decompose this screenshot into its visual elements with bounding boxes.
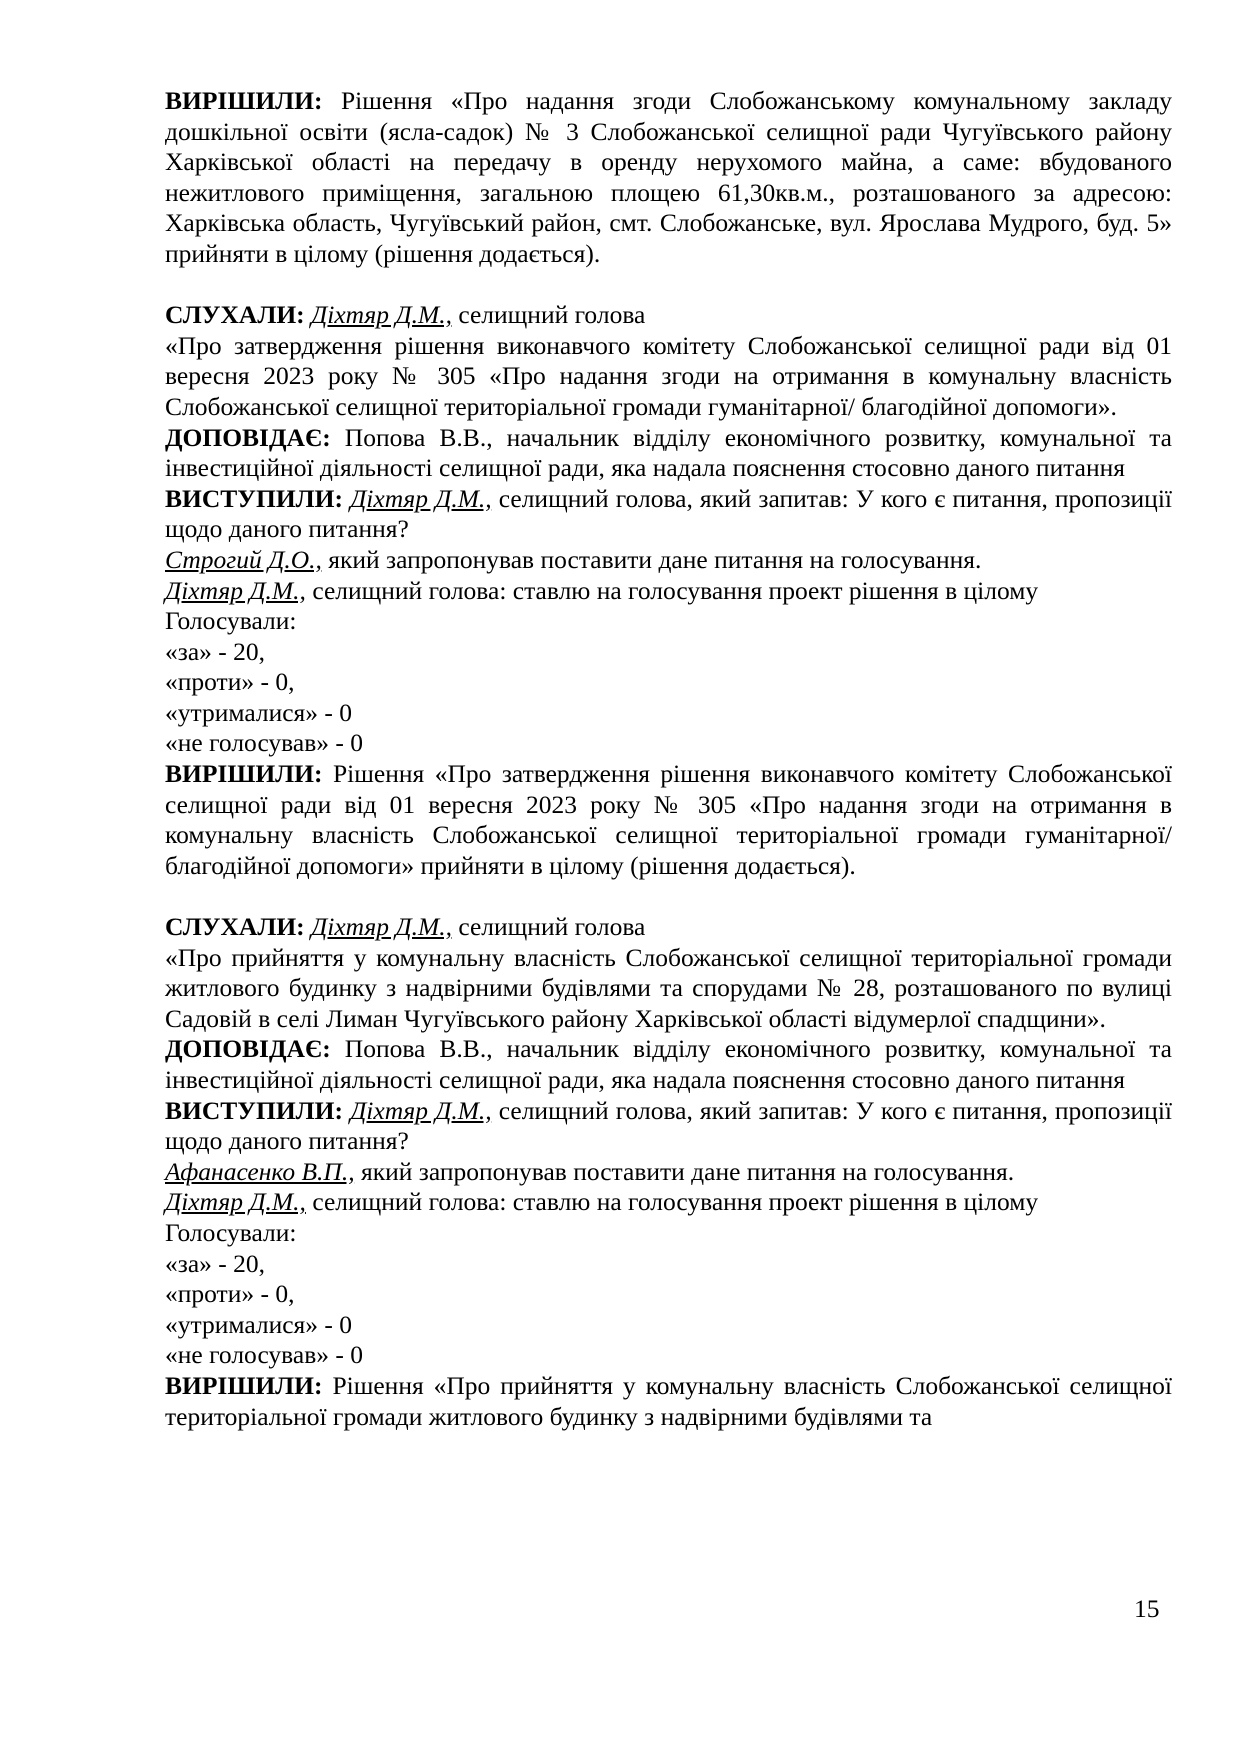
- heard-label: СЛУХАЛИ:: [165, 912, 305, 942]
- reports-label: ДОПОВІДАЄ:: [165, 422, 331, 452]
- heard-line-2: [165, 300, 1172, 331]
- decided-label: ВИРІШИЛИ:: [165, 1370, 323, 1400]
- voted-heading: Голосували:: [165, 1217, 297, 1247]
- chair-text: селищний голова: ставлю на голосування проект рішення в цілому: [305, 575, 1039, 605]
- heard-line-3: [165, 912, 1172, 943]
- spoke-paragraph-2: [165, 484, 1172, 545]
- chair-name: Діхтяр Д.М.,: [165, 1187, 306, 1217]
- spoke-text: селищний голова, який запитав: У кого є питання, пропозиції щодо даного питання?: [165, 1095, 1172, 1156]
- speaker-name: Діхтяр Д.М.,: [350, 1095, 492, 1125]
- vote-against: «проти» - 0,: [165, 667, 295, 697]
- spoke-label: ВИСТУПИЛИ:: [165, 1095, 343, 1125]
- blank-line: [165, 270, 1172, 301]
- vote-abstained: «утрималися» - 0: [165, 697, 353, 727]
- reporter-paragraph-2: [165, 423, 1172, 484]
- vote-abstained: «утрималися» - 0: [165, 1309, 353, 1339]
- vote-not-voted: «не голосував» - 0: [165, 1340, 363, 1370]
- page-number: 15: [1134, 1594, 1160, 1623]
- proposer-name: Строгий Д.О.,: [165, 544, 322, 574]
- decided-label: ВИРІШИЛИ:: [165, 86, 323, 115]
- speaker-name: Діхтяр Д.М.,: [311, 300, 452, 330]
- proposer-text: який запропонував поставити дане питання на голосування.: [321, 544, 982, 574]
- reporter-text: Попова В.В., начальник відділу економічного розвитку, комунальної та інвестиційної діяльності селищної ради, яка надала пояснення стосовно даного питання: [165, 1034, 1172, 1094]
- proposer-name: Афанасенко В.П.,: [165, 1156, 355, 1186]
- vote-for: «за» - 20,: [165, 1248, 266, 1278]
- spoke-paragraph-3: [165, 1096, 1172, 1157]
- topic-paragraph-3: «Про прийняття у комунальну власність Слобожанської селищної територіальної громади житлового будинку з надвірними будівлями та спорудами № 28, розташованого по вулиці Садовій в селі Лиман Чугуївського району Харківської області відумерлої спадщини».: [165, 942, 1172, 1033]
- document-body: [165, 86, 1172, 1432]
- chair-name: Діхтяр Д.М.,: [165, 575, 306, 605]
- speaker-name: Діхтяр Д.М.,: [350, 483, 492, 513]
- chair-text: селищний голова: ставлю на голосування проект рішення в цілому: [305, 1187, 1039, 1217]
- vote-against: «проти» - 0,: [165, 1279, 295, 1309]
- decision-paragraph-3: [165, 1371, 1172, 1432]
- decision-text: Рішення «Про надання згоди Слобожанському комунальному закладу дошкільної освіти (ясла-садок) № 3 Слобожанської селищної ради Чугуївського району Харківської області на передачу в оренду нерухомого майна, а саме: вбудованого нежитлового приміщення, загальною площею 61,30кв.м., розташованого за адресою: Харківська область, Чугуївський район, смт. Слобожанське, вул. Ярослава Мудрого, буд. 5» прийняти в цілому (рішення додається).: [165, 86, 1172, 268]
- speaker-name: Діхтяр Д.М.,: [311, 912, 452, 942]
- chair-line-3: [165, 1187, 1172, 1218]
- reporter-text: Попова В.В., начальник відділу економічного розвитку, комунальної та інвестиційної діяльності селищної ради, яка надала пояснення стосовно даного питання: [165, 422, 1172, 483]
- vote-not-voted: «не голосував» - 0: [165, 728, 363, 758]
- speaker-role: селищний голова: [451, 912, 646, 942]
- proposer-line-3: [165, 1157, 1172, 1188]
- reporter-paragraph-3: [165, 1034, 1172, 1095]
- proposer-line-2: [165, 545, 1172, 576]
- chair-line-2: [165, 576, 1172, 607]
- decision-paragraph-2: [165, 759, 1172, 881]
- heard-label: СЛУХАЛИ:: [165, 300, 305, 330]
- decision-text: Рішення «Про затвердження рішення виконавчого комітету Слобожанської селищної ради від 01 вересня 2023 року № 305 «Про надання згоди на отримання в комунальну власність Слобожанської селищної територіальної громади гуманітарної/ благодійної допомоги» прийняти в цілому (рішення додається).: [165, 759, 1172, 880]
- topic-paragraph-2: «Про затвердження рішення виконавчого комітету Слобожанської селищної ради від 01 вересня 2023 року № 305 «Про надання згоди на отримання в комунальну власність Слобожанської селищної територіальної громади гуманітарної/ благодійної допомоги».: [165, 330, 1172, 421]
- voted-heading: Голосували:: [165, 606, 297, 636]
- decision-paragraph-1: [165, 86, 1172, 270]
- speaker-role: селищний голова: [451, 300, 646, 330]
- reports-label: ДОПОВІДАЄ:: [165, 1034, 331, 1064]
- spoke-label: ВИСТУПИЛИ:: [165, 483, 343, 513]
- decided-label: ВИРІШИЛИ:: [165, 759, 323, 789]
- blank-line: [165, 881, 1172, 912]
- spoke-text: селищний голова, який запитав: У кого є питання, пропозиції щодо даного питання?: [165, 483, 1172, 544]
- vote-for: «за» - 20,: [165, 636, 266, 666]
- proposer-text: який запропонував поставити дане питання на голосування.: [354, 1156, 1015, 1186]
- decision-text: Рішення «Про прийняття у комунальну власність Слобожанської селищної територіальної громади житлового будинку з надвірними будівлями та: [165, 1370, 1172, 1431]
